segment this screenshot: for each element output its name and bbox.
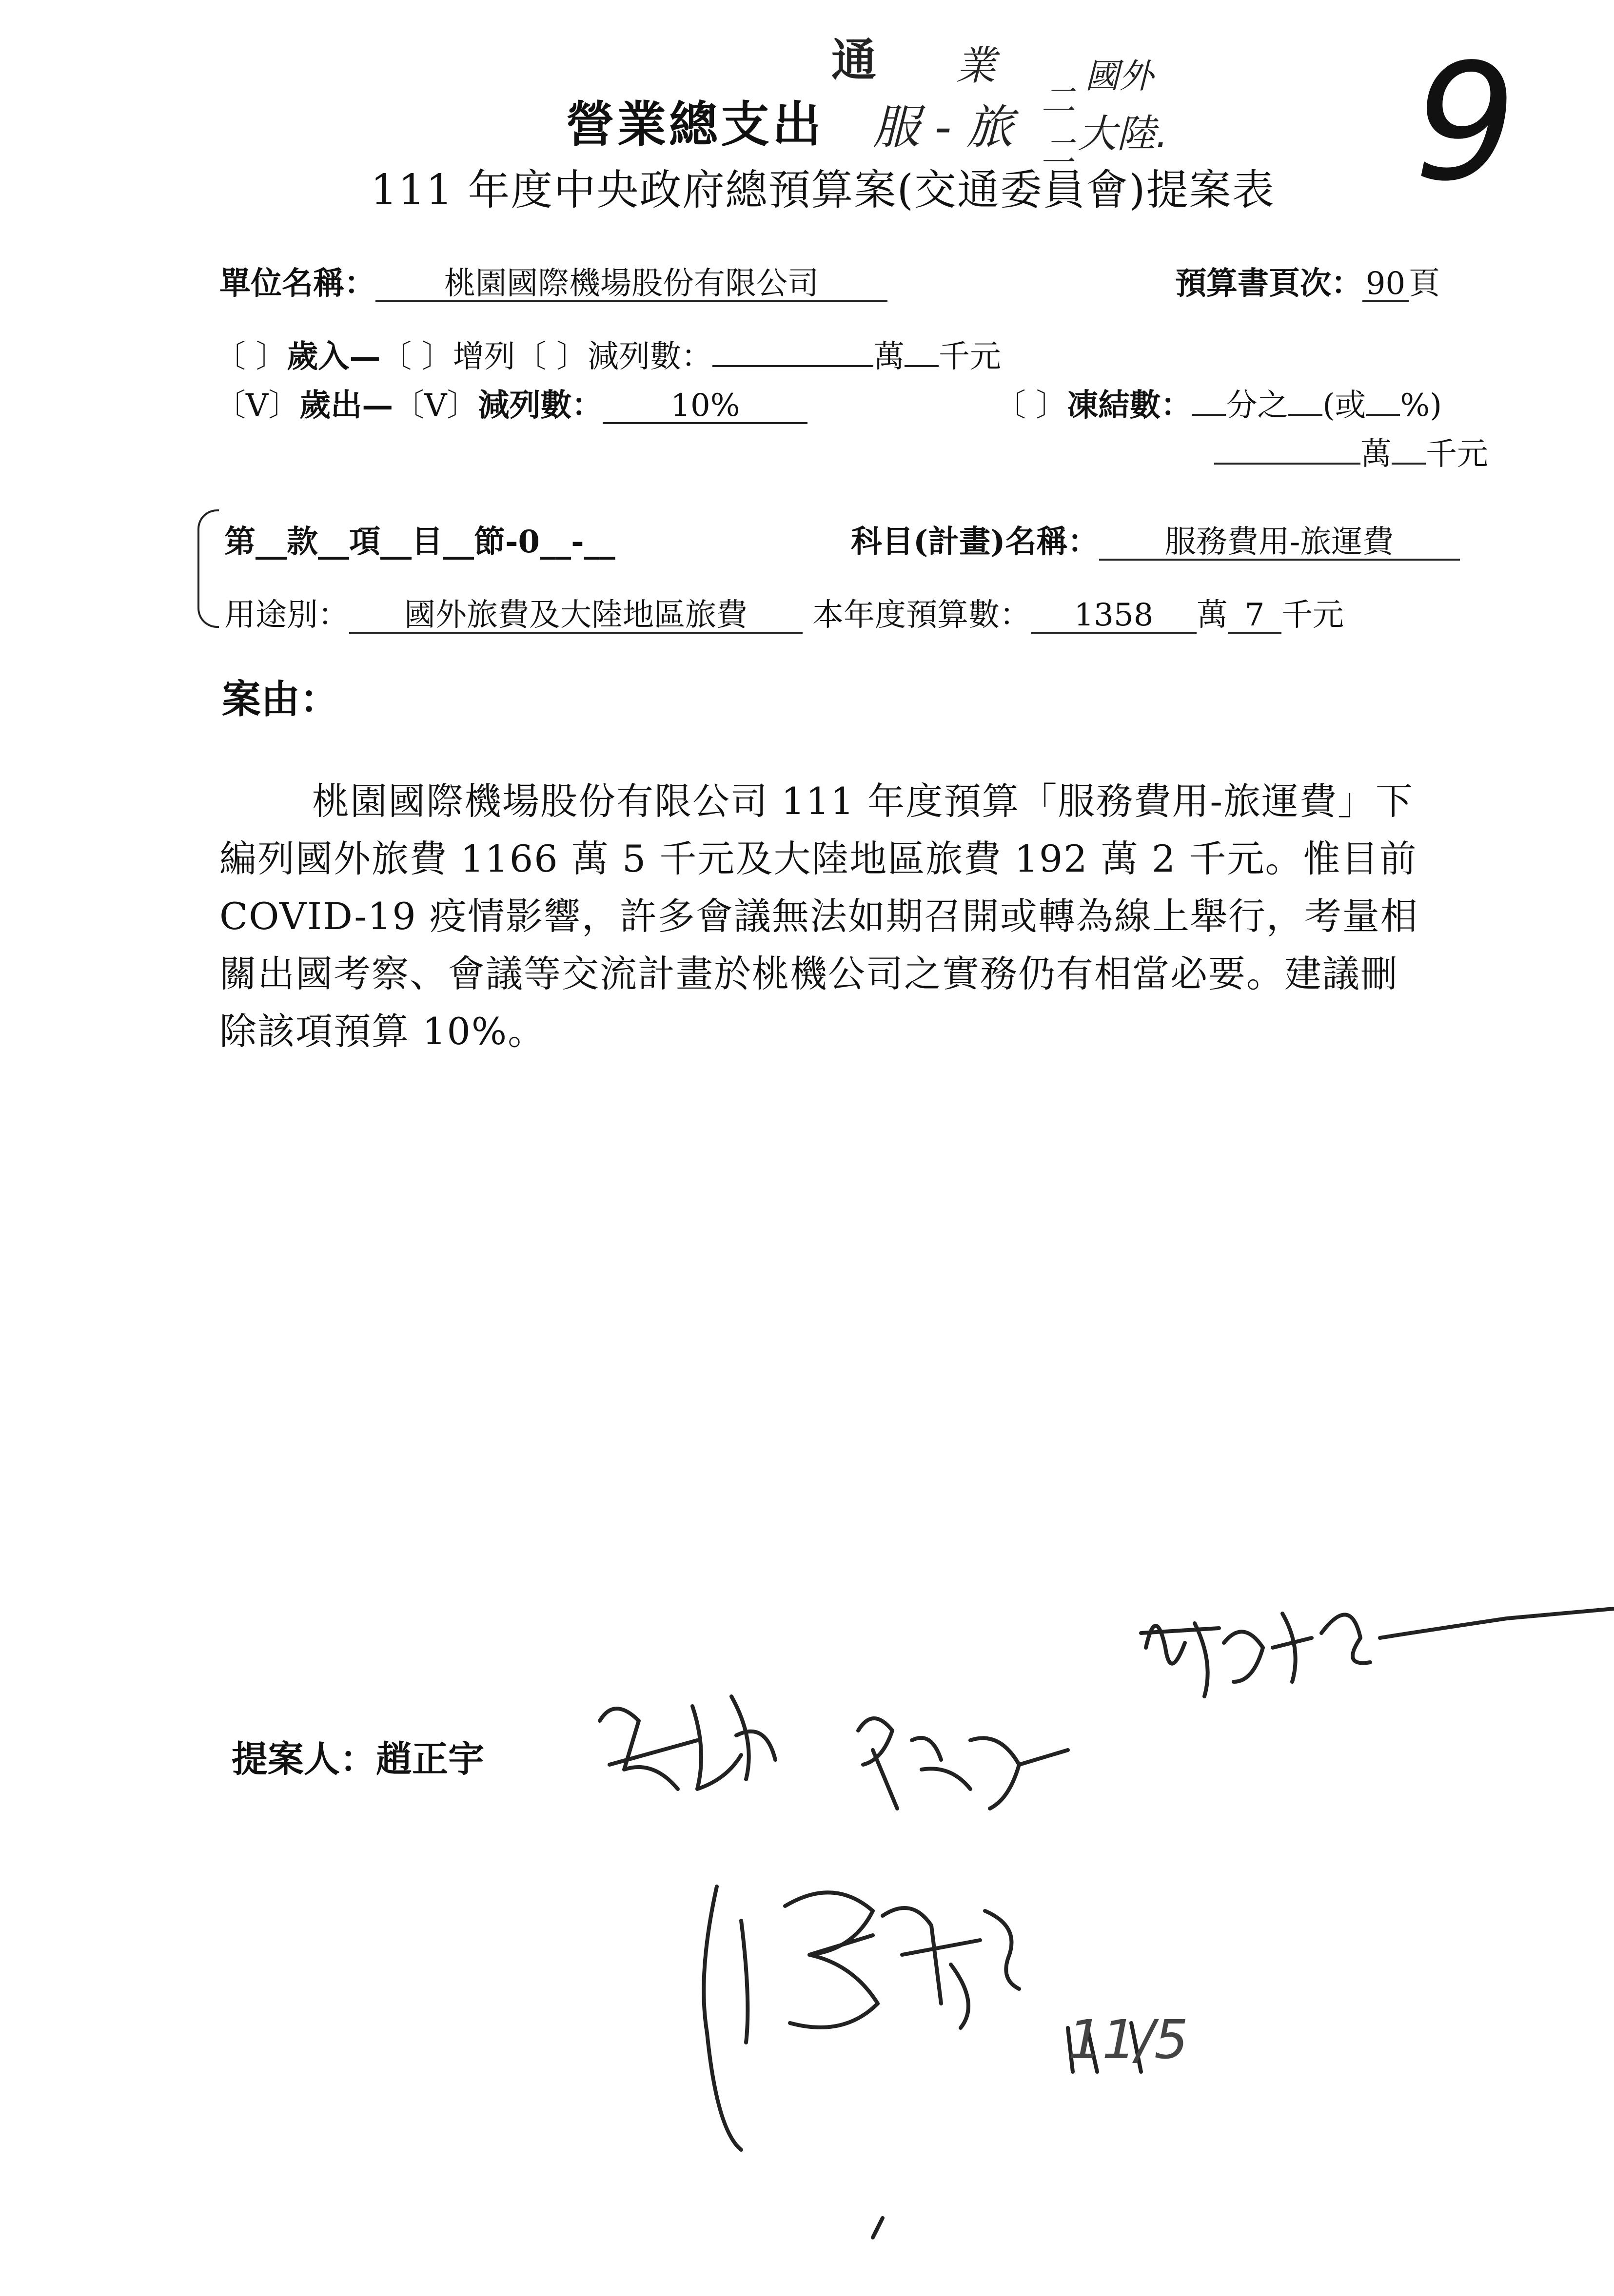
- expense-checkbox: 〔V〕: [215, 388, 300, 424]
- revenue-label: 歲入—: [287, 338, 381, 375]
- freeze-amount-row: [1214, 429, 1488, 474]
- handwritten-note-ye: 業: [956, 43, 996, 89]
- item-bracket: [197, 509, 219, 628]
- handwritten-note-mainland: 大陸.: [1078, 111, 1168, 156]
- freeze-wan: 萬: [1360, 436, 1392, 472]
- page-label: 預算書頁次：: [1175, 265, 1362, 302]
- expense-amount: 10%: [603, 389, 807, 424]
- freeze-row: [995, 380, 1442, 425]
- signature-two: [600, 1696, 775, 1789]
- budget-qian: 千元: [1281, 597, 1344, 633]
- handwritten-note-tong: 通: [831, 34, 877, 86]
- freeze-checkbox: 〔 〕: [995, 388, 1067, 424]
- unit-label: 單位名稱：: [219, 265, 375, 302]
- unit-row: [219, 258, 887, 303]
- reason-text: 桃園國際機場股份有限公司 111 年度預算「服務費用-旅運費」下編列國外旅費 1166 萬 5 千元及大陸地區旅費 192 萬 2 千元。惟目前 COVID-19 疫情影響，許多會議無法如期召開或轉為線上舉行，考量相關出國考察、會議等交流計畫於桃機公司之實務仍有相當必要。建議刪除該項預算 10%。: [219, 779, 1418, 1053]
- signature-one: [1141, 1609, 1614, 1696]
- signature-four: [704, 1887, 1019, 2150]
- item-section: 第__款__項__目__節-0__-__: [224, 524, 615, 560]
- freeze-qian: 千元: [1426, 436, 1488, 472]
- budget-label: 本年度預算數：: [812, 597, 1031, 633]
- tick-mark: [873, 2218, 883, 2238]
- budget-qian-value: 7: [1228, 599, 1281, 634]
- freeze-percent: %): [1400, 388, 1442, 424]
- proposer-label: 提案人：趙正宇: [232, 1738, 484, 1780]
- budget-wan-value: 1358: [1031, 599, 1197, 634]
- freeze-or: (或: [1322, 388, 1366, 424]
- handwritten-note-foreign: 國外: [1085, 56, 1153, 96]
- subject-label: 科目(計畫)名稱：: [851, 524, 1099, 560]
- subject-value: 服務費用-旅運費: [1099, 526, 1460, 561]
- unit-value: 桃園國際機場股份有限公司: [375, 268, 887, 302]
- revenue-increase-label: 增列: [453, 339, 515, 375]
- revenue-decrease-checkbox: 〔 〕: [515, 339, 588, 375]
- expense-label: 歲出—: [299, 387, 394, 424]
- revenue-wan: 萬: [873, 339, 905, 375]
- freeze-label: 凍結數：: [1067, 387, 1192, 424]
- usage-row: [224, 590, 1344, 635]
- expense-decrease-label: 減列數：: [478, 387, 603, 424]
- signature-three: [858, 1718, 1068, 1809]
- handwritten-note-two-b: 二: [1041, 132, 1075, 172]
- expense-row: [215, 380, 807, 425]
- subject-row: [851, 517, 1460, 562]
- reason-label: 案由：: [222, 676, 339, 722]
- page-value: 90: [1362, 268, 1409, 302]
- handwritten-note-two-a: 二: [1041, 80, 1075, 120]
- freeze-fraction: 分之: [1226, 388, 1289, 424]
- expense-decrease-checkbox: 〔V〕: [393, 388, 478, 424]
- handwritten-page-mark: 9: [1414, 29, 1516, 216]
- date-mark-text: 11/5: [1068, 2008, 1189, 2071]
- revenue-row: [215, 331, 1001, 376]
- usage-value: 國外旅費及大陸地區旅費: [349, 599, 803, 634]
- budget-wan: 萬: [1197, 597, 1228, 633]
- revenue-checkbox: 〔 〕: [215, 339, 287, 375]
- revenue-qian: 千元: [939, 339, 1002, 375]
- item-row: [224, 517, 615, 562]
- signatures: [580, 1536, 1614, 2296]
- page-ref-row: [1175, 258, 1440, 303]
- form-subtitle: 111 年度中央政府總預算案(交通委員會)提案表: [371, 166, 1275, 214]
- revenue-thousand: [905, 365, 939, 367]
- page-suffix: 頁: [1409, 266, 1440, 302]
- handwritten-note-service-travel: 服 - 旅: [873, 100, 1013, 155]
- form-title: 營業總支出: [566, 96, 824, 153]
- usage-label: 用途別：: [224, 597, 349, 633]
- revenue-decrease-label: 減列數：: [588, 339, 713, 375]
- revenue-amount: [712, 365, 873, 367]
- revenue-increase-checkbox: 〔 〕: [380, 339, 453, 375]
